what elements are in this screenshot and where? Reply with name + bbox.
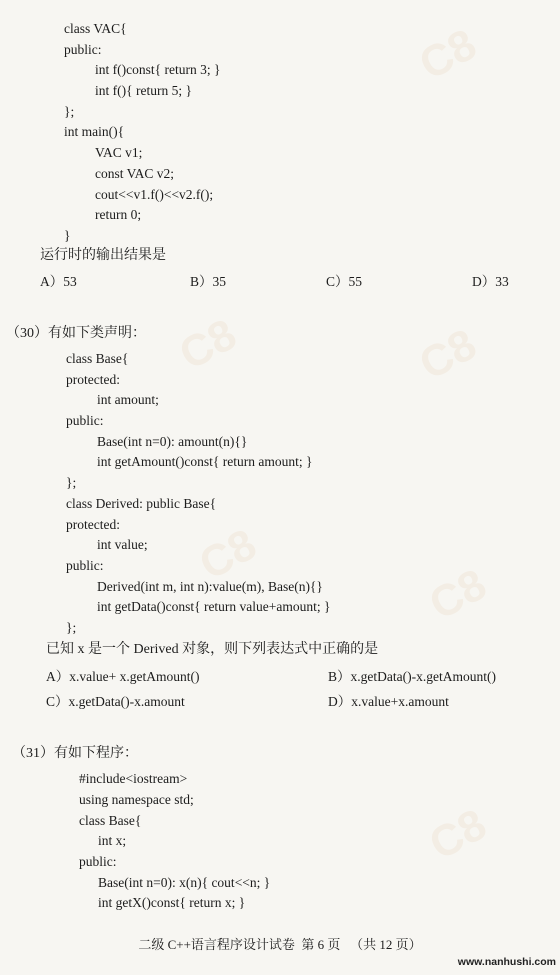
- watermark-mark: C8: [191, 519, 265, 590]
- code-line: int x;: [98, 833, 127, 848]
- code-line: Base(int n=0): x(n){ cout<<n; }: [98, 875, 271, 890]
- code-line: int getX()const{ return x; }: [98, 895, 246, 910]
- option-c: C）x.getData()-x.amount: [46, 694, 185, 709]
- code-line: public:: [66, 413, 104, 428]
- code-line: int value;: [97, 537, 148, 552]
- code-line: public:: [66, 558, 104, 573]
- code-line: const VAC v2;: [95, 166, 175, 181]
- code-line: };: [66, 620, 77, 635]
- code-line: class Base{: [66, 351, 129, 366]
- code-line: int f()const{ return 3; }: [95, 62, 221, 77]
- code-line: class Base{: [79, 813, 142, 828]
- watermark-mark: C8: [411, 19, 485, 90]
- watermark-mark: C8: [421, 799, 495, 870]
- watermark-mark: C8: [171, 309, 245, 380]
- code-line: int main(){: [64, 124, 125, 139]
- option-a: A）x.value+ x.getAmount(): [46, 669, 200, 684]
- code-line: return 0;: [95, 207, 142, 222]
- code-line: int f(){ return 5; }: [95, 83, 192, 98]
- option-b: B）35: [190, 274, 227, 289]
- option-c: C）55: [326, 274, 363, 289]
- site-url: www.nanhushi.com: [457, 956, 556, 968]
- code-line: int amount;: [97, 392, 159, 407]
- option-d: D）33: [472, 274, 509, 289]
- code-line: cout<<v1.f()<<v2.f();: [95, 187, 214, 202]
- code-line: }: [64, 228, 71, 243]
- code-line: class Derived: public Base{: [66, 496, 217, 511]
- code-line: protected:: [66, 517, 120, 532]
- option-b: B）x.getData()-x.getAmount(): [328, 669, 496, 684]
- question-heading: （31）有如下程序：: [12, 746, 138, 761]
- code-line: };: [66, 475, 77, 490]
- question-prompt: 运行时的输出结果是: [40, 248, 166, 263]
- code-line: #include<iostream>: [79, 771, 188, 786]
- watermark-mark: C8: [411, 319, 485, 390]
- watermark-mark: C8: [421, 559, 495, 630]
- code-line: Derived(int m, int n):value(m), Base(n){}: [97, 579, 323, 594]
- page-footer: 二级 C++语言程序设计试卷 第 6 页 （共 12 页）: [138, 937, 422, 952]
- code-line: protected:: [66, 372, 120, 387]
- question-prompt: 已知 x 是一个 Derived 对象，则下列表达式中正确的是: [46, 642, 379, 657]
- code-line: int getData()const{ return value+amount; }: [97, 599, 331, 614]
- code-line: using namespace std;: [79, 792, 194, 807]
- option-a: A）53: [40, 274, 77, 289]
- code-line: int getAmount()const{ return amount; }: [97, 454, 313, 469]
- code-line: };: [64, 104, 75, 119]
- code-line: public:: [79, 854, 117, 869]
- question-heading: （30）有如下类声明：: [6, 326, 146, 341]
- code-line: Base(int n=0): amount(n){}: [97, 434, 248, 449]
- code-line: class VAC{: [64, 21, 127, 36]
- code-line: public:: [64, 42, 102, 57]
- code-line: VAC v1;: [95, 145, 143, 160]
- option-d: D）x.value+x.amount: [328, 694, 449, 709]
